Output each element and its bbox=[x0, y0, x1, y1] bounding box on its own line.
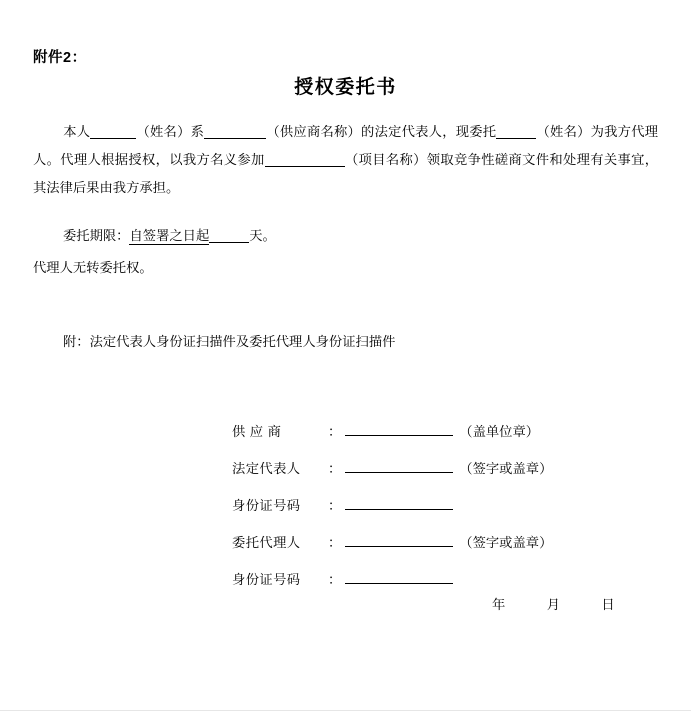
para1-seg6: （项目名称）领取竞争性磋商文件和处理有关事宜， bbox=[344, 152, 658, 167]
para1-seg3: （供应商名称）的法定代表人，现委托 bbox=[266, 124, 497, 139]
signature-block bbox=[232, 420, 652, 605]
signature-row-supplier bbox=[232, 420, 652, 440]
signature-row-legal-representative bbox=[232, 457, 652, 477]
signature-row-id-number-2 bbox=[232, 568, 652, 588]
signature-colon: ： bbox=[328, 461, 342, 476]
date-day-label: 日 bbox=[601, 597, 615, 612]
signature-line bbox=[345, 568, 453, 584]
signature-colon: ： bbox=[328, 498, 342, 513]
signature-note: （签字或盖章） bbox=[459, 461, 553, 476]
signature-label: 身份证号码 bbox=[232, 498, 301, 513]
para1-seg1: 本人 bbox=[63, 124, 91, 139]
para1-seg7: 其法律后果由我方承担。 bbox=[33, 180, 180, 195]
signature-row-authorized-agent bbox=[232, 531, 652, 551]
signature-line bbox=[345, 420, 453, 436]
blank-term-days bbox=[209, 227, 249, 243]
para1-seg5: 人。代理人根据授权，以我方名义参加 bbox=[33, 152, 265, 167]
signature-label: 身份证号码 bbox=[232, 572, 301, 587]
signature-note: （盖单位章） bbox=[459, 424, 540, 439]
term-label: 委托期限： bbox=[63, 228, 130, 243]
signature-line bbox=[345, 457, 453, 473]
blank-agent-name bbox=[496, 123, 536, 139]
para1-seg4: （姓名）为我方代理 bbox=[536, 124, 659, 139]
blank-project-name bbox=[265, 151, 345, 167]
paragraph-term bbox=[33, 222, 658, 250]
term-unit: 天。 bbox=[249, 228, 276, 243]
paragraph-authorization bbox=[33, 118, 658, 202]
date-line bbox=[492, 594, 615, 613]
attachment-label: 附件2： bbox=[33, 50, 87, 66]
para1-seg2: （姓名）系 bbox=[136, 124, 205, 139]
signature-colon: ： bbox=[328, 572, 342, 587]
blank-principal-name bbox=[90, 123, 136, 139]
paragraph-no-subdelegation: 代理人无转委托权。 bbox=[33, 260, 153, 275]
signature-row-id-number-1 bbox=[232, 494, 652, 514]
term-underlined-text: 自签署之日起 bbox=[129, 228, 210, 243]
date-month-label: 月 bbox=[546, 597, 560, 612]
signature-line bbox=[345, 531, 453, 547]
date-year-label: 年 bbox=[492, 597, 506, 612]
signature-label: 法定代表人 bbox=[232, 461, 301, 476]
signature-label: 供 应 商 bbox=[232, 424, 282, 439]
document-body bbox=[33, 118, 658, 356]
signature-note: （签字或盖章） bbox=[459, 535, 553, 550]
attachment-text: 附：法定代表人身份证扫描件及委托代理人身份证扫描件 bbox=[63, 334, 396, 349]
signature-label: 委托代理人 bbox=[232, 535, 301, 550]
blank-supplier-name bbox=[204, 123, 266, 139]
signature-line bbox=[345, 494, 453, 510]
signature-colon: ： bbox=[328, 424, 342, 439]
signature-colon: ： bbox=[328, 535, 342, 550]
paragraph-attachment bbox=[33, 328, 658, 356]
document-title: 授权委托书 bbox=[294, 77, 397, 98]
